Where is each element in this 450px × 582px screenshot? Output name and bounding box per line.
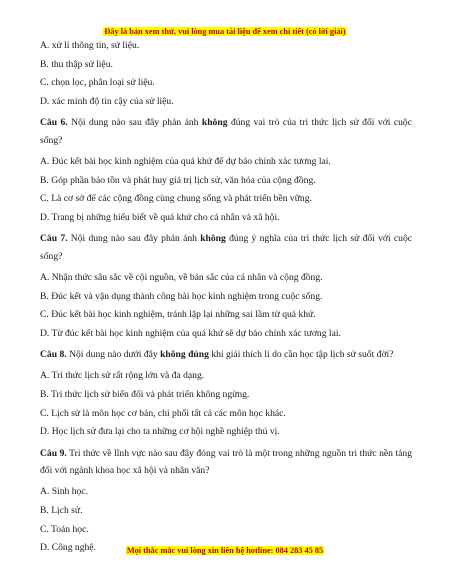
option-line: D. Trang bị những hiểu biết về quá khứ cho cá nhân và xã hội. [40, 211, 280, 223]
stem-text: Nội dung nào sau đây phản ánh [71, 117, 199, 129]
question-stem [40, 230, 412, 265]
option-line: B. Góp phần bảo tồn và phát huy giá trị lịch sử, văn hóa của cộng đồng. [40, 174, 316, 186]
option-line: C. Lịch sử là môn học cơ bản, chi phối tất cả các môn học khác. [40, 407, 286, 419]
preview-notice-text: Đây là bản xem thử, vui lòng mua tài liệu để xem chi tiết (có lời giải) [104, 27, 346, 36]
hotline-text: Mọi thắc mắc vui lòng xin liên hệ hotline: 084 283 45 85 [126, 546, 324, 555]
option-line: B. thu thập sử liệu. [40, 58, 113, 70]
stem-emphasis: không [201, 117, 228, 129]
option-line: A. Đúc kết bài học kinh nghiệm của quá khứ để dự báo chính xác tương lai. [40, 155, 331, 167]
stem-text: Nội dung nào sau đây phản ánh [70, 233, 197, 245]
option-line: C. Là cơ sở để các cộng đồng cùng chung sống và phát triển bền vững. [40, 193, 312, 205]
stem-text: đúng vai trò của tri thức lịch sử đối với cuộc sống? [40, 117, 412, 146]
option-line: D. Công nghệ. [40, 542, 96, 554]
stem-emphasis: không [200, 233, 226, 245]
option-line: A. Sinh học. [40, 486, 88, 498]
preview-notice-banner [0, 27, 450, 36]
question-stem [40, 114, 412, 149]
option-line: C. Toán học. [40, 523, 89, 535]
option-line: B. Lịch sử. [40, 504, 83, 516]
question-number: Câu 9. [40, 447, 67, 459]
stem-emphasis: không đúng [160, 349, 209, 361]
question-number: Câu 7. [40, 233, 68, 245]
option-line: B. Đúc kết và vận dụng thành công bài học kinh nghiệm trong cuộc sống. [40, 290, 323, 302]
hotline-banner [0, 546, 450, 555]
option-line: A. xử lí thông tin, sử liệu. [40, 40, 140, 51]
question-number: Câu 8. [40, 349, 67, 361]
question-number: Câu 6. [40, 117, 68, 129]
stem-text: khi giải thích lí do cần học tập lịch sử suốt đời? [211, 349, 394, 361]
stem-text: Tri thức về lĩnh vực nào sau đây đóng vai trò là một trong những nguồn tri thức nền tảng đối với ngành khoa học xã hội và nhân văn? [40, 447, 412, 477]
document-body [40, 40, 412, 561]
option-line: D. Từ đúc kết bài học kinh nghiệm của quá khứ sẽ dự báo chính xác tương lai. [40, 327, 341, 339]
question-stem [40, 346, 412, 364]
option-line: D. xác minh độ tin cậy của sử liệu. [40, 95, 174, 107]
option-line: D. Học lịch sử đưa lại cho ta những cơ hội nghề nghiệp thú vị. [40, 426, 280, 438]
option-line: B. Tri thức lịch sử biến đổi và phát triển không ngừng. [40, 389, 250, 400]
option-line: A. Tri thức lịch sử rất rộng lớn và đa dạng. [40, 370, 205, 382]
stem-text: Nội dung nào dưới đây [69, 349, 158, 361]
option-line: C. chọn lọc, phân loại sử liệu. [40, 77, 155, 89]
question-stem [40, 445, 412, 480]
option-line: A. Nhận thức sâu sắc về cội nguồn, về bản sắc của cá nhân và cộng đồng. [40, 271, 323, 283]
option-line: C. Đúc kết bài học kinh nghiệm, tránh lặp lại những sai lầm từ quá khứ. [40, 309, 316, 321]
stem-text: đúng ý nghĩa của tri thức lịch sử đối với cuộc sống? [40, 233, 412, 262]
